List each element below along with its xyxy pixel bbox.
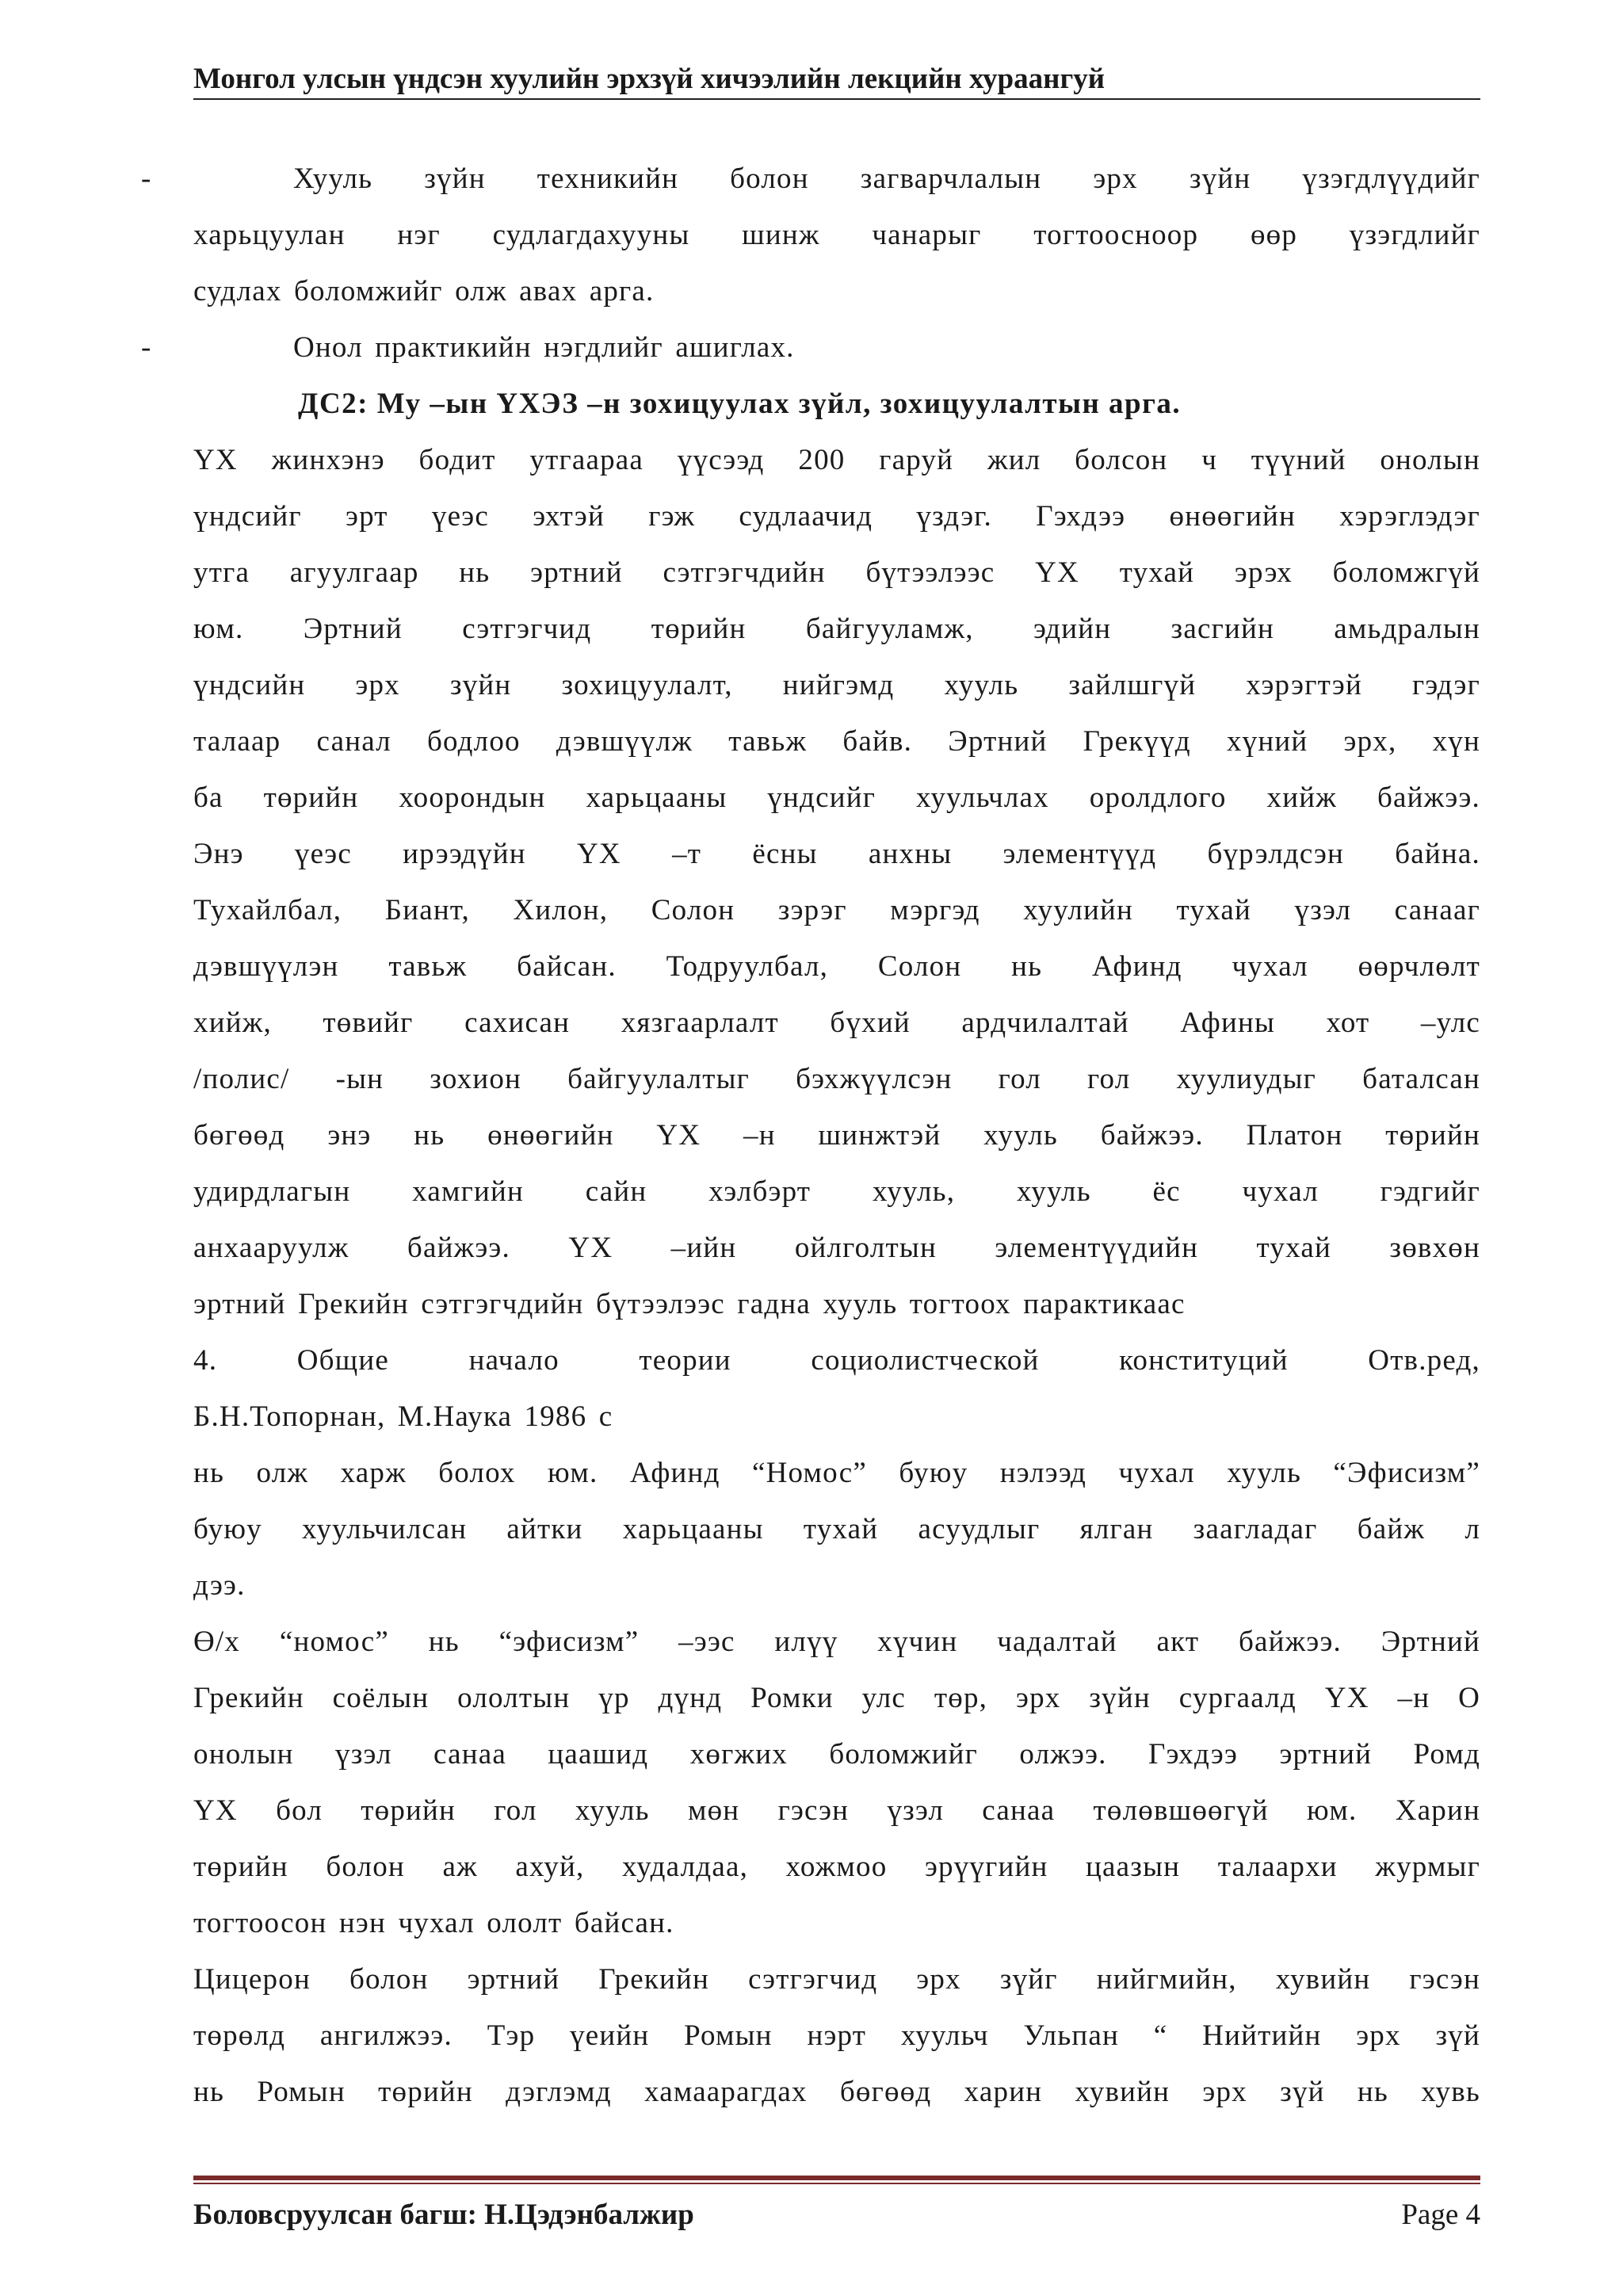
text-line: утга агуулгаар нь эртний сэтгэгчдийн бүтээлээс ҮХ тухай эрэх боломжгүй (193, 556, 1480, 589)
text-line: удирдлагын хамгийн сайн хэлбэрт хууль, хууль ёс чухал гэдгийг (193, 1175, 1480, 1208)
bullet-item (141, 151, 1480, 319)
paragraph (193, 1614, 1480, 1951)
text-line: дэвшүүлэн тавьж байсан. Тодруулбал, Солон нь Афинд чухал өөрчлөлт (193, 950, 1480, 983)
text-line: хийж, төвийг сахисан хязгаарлалт бүхий ардчилалтай Афины хот –улс (193, 1007, 1480, 1039)
text-line: ба төрийн хоорондын харьцааны үндсийг хуульчлах оролдлого хийж байжээ. (193, 781, 1480, 814)
text-line: төрийн болон аж ахуй, худалдаа, хожмоо эрүүгийн цаазын талаархи журмыг (193, 1851, 1480, 1883)
text-line: 4. Общие начало теории социолистческой конституций Отв.ред, (193, 1344, 1480, 1377)
footer-author: Боловсруулсан багш: Н.Цэдэнбалжир (193, 2199, 694, 2231)
text-line: Тухайлбал, Биант, Хилон, Солон зэрэг мэргэд хуулийн тухай үзэл санааг (193, 894, 1480, 926)
text-line: нь олж харж болох юм. Афинд “Номос” буюу нэлээд чухал хууль “Эфисизм” (193, 1457, 1480, 1489)
text-line: нь Ромын төрийн дэглэмд хамаарагдах бөгөөд харин хувийн эрх зүй нь хувь (193, 2076, 1480, 2108)
text-line: буюу хуульчилсан айтки харьцааны тухай асуудлыг ялган заагладаг байж л (193, 1513, 1480, 1545)
text-line: Хууль зүйн техникийн болон загварчлалын эрх зүйн үзэгдлүүдийг (293, 162, 1480, 195)
text-line: эртний Грекийн сэтгэгчдийн бүтээлээс гадна хууль тогтоох парактикаас (193, 1288, 1186, 1320)
text-line: /полис/ -ын зохион байгуулалтыг бэхжүүлсэн гол гол хуулиудыг баталсан (193, 1063, 1480, 1095)
text-line: Грекийн соёлын ололтын үр дүнд Ромки улс төр, эрх зүйн сургаалд ҮХ –н О (193, 1682, 1480, 1714)
running-header: Монгол улсын үндсэн хуулийн эрхзүй хичээлийн лекцийн хураангуй (193, 63, 1106, 95)
footer-rule (193, 2176, 1480, 2180)
text-line: Онол практикийн нэгдлийг ашиглах. (293, 331, 795, 364)
bullet-dash: - (141, 162, 151, 195)
text-line: судлах боломжийг олж авах арга. (193, 275, 655, 308)
text-line: тогтоосон нэн чухал ололт байсан. (193, 1907, 674, 1939)
text-line: талаар санал бодлоо дэвшүүлж тавьж байв. Эртний Грекүүд хүний эрх, хүн (193, 725, 1480, 758)
page-number: Page 4 (1401, 2199, 1480, 2231)
text-line: Ө/х “номос” нь “эфисизм” –ээс илүү хүчин чадалтай акт байжээ. Эртний (193, 1626, 1480, 1658)
bullet-dash: - (141, 331, 151, 364)
text-line: үндсийн эрх зүйн зохицуулалт, нийгэмд хууль зайлшгүй хэрэгтэй гэдэг (193, 669, 1480, 701)
text-line: дээ. (193, 1569, 246, 1602)
section-heading: ДС2: Му –ын ҮХЭЗ –н зохицуулах зүйл, зохицуулалтын арга. (298, 388, 1182, 420)
text-line: юм. Эртний сэтгэгчид төрийн байгууламж, эдийн засгийн амьдралын (193, 613, 1480, 645)
paragraph (193, 432, 1480, 1332)
text-line: Энэ үеэс ирээдүйн ҮХ –т ёсны анхны элементүүд бүрэлдсэн байна. (193, 838, 1480, 870)
footer-rule-thin (193, 2183, 1480, 2184)
header-rule (193, 98, 1480, 100)
bullet-item (141, 319, 1480, 376)
paragraph (193, 1951, 1480, 2120)
page-body (141, 151, 1480, 2120)
text-line: харьцуулан нэг судлагдахууны шинж чанарыг тогтоосноор өөр үзэгдлийг (193, 219, 1480, 251)
text-line: анхааруулж байжээ. ҮХ –ийн ойлголтын элементүүдийн тухай зөвхөн (193, 1232, 1480, 1264)
footnote (193, 1332, 1480, 1445)
text-line: Цицерон болон эртний Грекийн сэтгэгчид эрх зүйг нийгмийн, хувийн гэсэн (193, 1963, 1480, 1996)
text-line: ҮХ бол төрийн гол хууль мөн гэсэн үзэл санаа төлөвшөөгүй юм. Харин (193, 1794, 1480, 1827)
text-line: онолын үзэл санаа цаашид хөгжих боломжийг олжээ. Гэхдээ эртний Ромд (193, 1738, 1480, 1771)
text-line: Б.Н.Топорнан, М.Наука 1986 с (193, 1400, 613, 1433)
text-line: төрөлд ангилжээ. Тэр үеийн Ромын нэрт хуульч Ульпан “ Нийтийн эрх зүй (193, 2019, 1480, 2052)
text-line: ҮХ жинхэнэ бодит утгаараа үүсээд 200 гаруй жил болсон ч түүний онолын (193, 444, 1480, 476)
text-line: үндсийг эрт үеэс эхтэй гэж судлаачид үздэг. Гэхдээ өнөөгийн хэрэглэдэг (193, 500, 1480, 533)
paragraph (193, 1445, 1480, 1614)
text-line: бөгөөд энэ нь өнөөгийн ҮХ –н шинжтэй хууль байжээ. Платон төрийн (193, 1119, 1480, 1152)
